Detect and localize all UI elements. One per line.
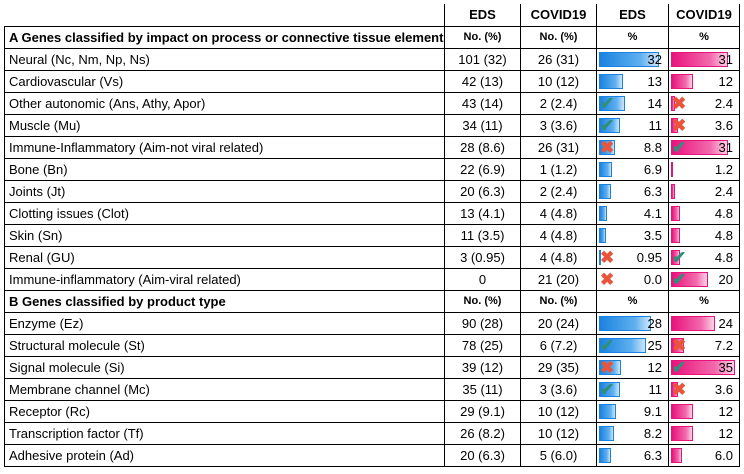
covid-percent-value: 4.8 <box>714 227 733 243</box>
eds-percent-bar-cell <box>597 400 669 422</box>
table-row <box>5 422 740 444</box>
table-row <box>5 158 740 180</box>
covid-count: 2 (2.4) <box>521 92 597 114</box>
eds-percent-value: 6.3 <box>643 447 662 463</box>
row-label: Membrane channel (Mc) <box>5 378 445 400</box>
row-label: Joints (Jt) <box>5 180 445 202</box>
eds-percent-value: 32 <box>647 51 662 67</box>
row-label: Bone (Bn) <box>5 158 445 180</box>
eds-count: 20 (6.3) <box>445 444 521 466</box>
covid-percent-bar-cell <box>669 202 740 224</box>
covid-count: 4 (4.8) <box>521 224 597 246</box>
covid-count: 5 (6.0) <box>521 444 597 466</box>
eds-count: 29 (9.1) <box>445 400 521 422</box>
covid-percent-bar-cell <box>669 92 740 114</box>
checkmark-icon: ✔ <box>672 269 687 289</box>
table-row <box>5 202 740 224</box>
covid-count: 10 (12) <box>521 422 597 444</box>
row-label: Structural molecule (St) <box>5 334 445 356</box>
table-row <box>5 70 740 92</box>
covid-count: 4 (4.8) <box>521 202 597 224</box>
eds-count: 35 (11) <box>445 378 521 400</box>
gene-classification-table <box>4 4 740 467</box>
subheader-covid-pct: % <box>669 26 740 48</box>
table-row <box>5 312 740 334</box>
eds-percent-bar-cell <box>597 158 669 180</box>
covid-percent-value: 31 <box>718 139 733 155</box>
covid-percent-value: 20 <box>718 271 733 287</box>
checkmark-icon: ✔ <box>672 137 687 157</box>
covid-percent-bar-cell <box>669 246 740 268</box>
row-label: Immune-Inflammatory (Aim-not viral related) <box>5 136 445 158</box>
eds-percent-value: 6.9 <box>643 161 662 177</box>
covid-percent-bar <box>671 448 682 463</box>
row-label: Immune-inflammatory (Aim-viral related) <box>5 268 445 290</box>
eds-percent-bar-cell <box>597 422 669 444</box>
section-title: A Genes classified by impact on process or connective tissue element <box>5 26 445 48</box>
covid-count: 10 (12) <box>521 400 597 422</box>
cross-icon: ✖ <box>600 269 615 289</box>
covid-percent-bar-cell <box>669 48 740 70</box>
covid-count: 3 (3.6) <box>521 378 597 400</box>
eds-percent-value: 12 <box>647 359 662 375</box>
covid-count: 3 (3.6) <box>521 114 597 136</box>
eds-count: 28 (8.6) <box>445 136 521 158</box>
covid-percent-value: 4.8 <box>714 205 733 221</box>
covid-percent-bar-cell <box>669 378 740 400</box>
table-row <box>5 334 740 356</box>
subheader-covid-count: No. (%) <box>521 290 597 312</box>
table-row <box>5 224 740 246</box>
table-row <box>5 356 740 378</box>
eds-percent-bar <box>599 184 611 199</box>
eds-percent-bar-cell <box>597 48 669 70</box>
subheader-eds-count: No. (%) <box>445 26 521 48</box>
cross-icon: ✖ <box>672 335 687 355</box>
covid-percent-bar-cell <box>669 422 740 444</box>
eds-percent-bar <box>599 162 612 177</box>
eds-percent-bar <box>599 448 611 463</box>
eds-percent-value: 14 <box>647 95 662 111</box>
eds-count: 101 (32) <box>445 48 521 70</box>
covid-percent-value: 2.4 <box>714 183 733 199</box>
subheader-eds-pct: % <box>597 290 669 312</box>
covid-count: 10 (12) <box>521 70 597 92</box>
covid-percent-bar-cell <box>669 70 740 92</box>
covid-count: 26 (31) <box>521 48 597 70</box>
covid-percent-value: 3.6 <box>714 117 733 133</box>
table-row <box>5 48 740 70</box>
table-row <box>5 246 740 268</box>
covid-percent-bar-cell <box>669 444 740 466</box>
eds-percent-value: 25 <box>647 337 662 353</box>
eds-count: 43 (14) <box>445 92 521 114</box>
cross-icon: ✖ <box>600 357 615 377</box>
row-label: Receptor (Rc) <box>5 400 445 422</box>
eds-percent-bar-cell <box>597 92 669 114</box>
covid-percent-bar-cell <box>669 312 740 334</box>
eds-percent-bar <box>599 206 607 221</box>
covid-count: 6 (7.2) <box>521 334 597 356</box>
covid-percent-bar-cell <box>669 114 740 136</box>
eds-percent-bar-cell <box>597 312 669 334</box>
subheader-eds-count: No. (%) <box>445 290 521 312</box>
covid-percent-value: 24 <box>718 315 733 331</box>
covid-count: 26 (31) <box>521 136 597 158</box>
header-eds-count: EDS <box>445 4 521 26</box>
eds-percent-bar-cell <box>597 268 669 290</box>
eds-percent-bar-cell <box>597 246 669 268</box>
eds-percent-value: 11 <box>648 117 662 133</box>
section-header-row <box>5 290 740 312</box>
cross-icon: ✖ <box>672 379 687 399</box>
row-label: Neural (Nc, Nm, Np, Ns) <box>5 48 445 70</box>
covid-percent-value: 12 <box>718 403 733 419</box>
row-label: Transcription factor (Tf) <box>5 422 445 444</box>
covid-percent-value: 1.2 <box>714 161 733 177</box>
table-row <box>5 444 740 466</box>
covid-count: 20 (24) <box>521 312 597 334</box>
eds-percent-value: 6.3 <box>643 183 662 199</box>
eds-percent-value: 9.1 <box>643 403 662 419</box>
eds-count: 3 (0.95) <box>445 246 521 268</box>
eds-count: 42 (13) <box>445 70 521 92</box>
header-covid-pct: COVID19 <box>669 4 740 26</box>
row-label: Renal (GU) <box>5 246 445 268</box>
section-title: B Genes classified by product type <box>5 290 445 312</box>
table-row <box>5 180 740 202</box>
header-covid-count: COVID19 <box>521 4 597 26</box>
covid-percent-value: 3.6 <box>714 381 733 397</box>
eds-count: 0 <box>445 268 521 290</box>
eds-percent-bar <box>599 228 606 243</box>
subheader-eds-pct: % <box>597 26 669 48</box>
eds-percent-bar-cell <box>597 444 669 466</box>
covid-percent-value: 31 <box>718 51 733 67</box>
covid-percent-value: 35 <box>718 359 733 375</box>
eds-percent-bar-cell <box>597 136 669 158</box>
covid-percent-value: 12 <box>718 73 733 89</box>
row-label: Cardiovascular (Vs) <box>5 70 445 92</box>
table-row <box>5 378 740 400</box>
covid-percent-value: 4.8 <box>714 249 733 265</box>
eds-count: 13 (4.1) <box>445 202 521 224</box>
covid-percent-bar-cell <box>669 356 740 378</box>
table-row <box>5 268 740 290</box>
eds-percent-value: 8.2 <box>643 425 662 441</box>
eds-percent-value: 0.95 <box>636 249 662 265</box>
subheader-covid-count: No. (%) <box>521 26 597 48</box>
cross-icon: ✖ <box>600 247 615 267</box>
eds-percent-bar-cell <box>597 114 669 136</box>
eds-percent-bar-cell <box>597 334 669 356</box>
row-label: Skin (Sn) <box>5 224 445 246</box>
eds-percent-bar-cell <box>597 202 669 224</box>
covid-percent-value: 6.0 <box>714 447 733 463</box>
eds-count: 26 (8.2) <box>445 422 521 444</box>
eds-percent-value: 13 <box>647 73 662 89</box>
covid-count: 4 (4.8) <box>521 246 597 268</box>
row-label: Muscle (Mu) <box>5 114 445 136</box>
checkmark-icon: ✔ <box>600 379 615 399</box>
covid-percent-bar <box>671 228 680 243</box>
eds-percent-bar-cell <box>597 224 669 246</box>
covid-count: 21 (20) <box>521 268 597 290</box>
covid-percent-bar <box>671 162 673 177</box>
table-row <box>5 136 740 158</box>
cross-icon: ✖ <box>672 93 687 113</box>
covid-percent-value: 7.2 <box>714 337 733 353</box>
header-row <box>5 4 740 26</box>
cross-icon: ✖ <box>672 115 687 135</box>
covid-percent-bar-cell <box>669 158 740 180</box>
eds-percent-value: 8.8 <box>643 139 662 155</box>
covid-percent-value: 2.4 <box>714 95 733 111</box>
covid-percent-bar <box>671 206 680 221</box>
covid-count: 29 (35) <box>521 356 597 378</box>
eds-percent-value: 4.1 <box>643 205 662 221</box>
covid-percent-bar-cell <box>669 268 740 290</box>
table-row <box>5 114 740 136</box>
covid-percent-bar-cell <box>669 180 740 202</box>
row-label: Signal molecule (Si) <box>5 356 445 378</box>
eds-count: 22 (6.9) <box>445 158 521 180</box>
eds-percent-value: 0.0 <box>643 271 662 287</box>
row-label: Other autonomic (Ans, Athy, Apor) <box>5 92 445 114</box>
checkmark-icon: ✔ <box>600 335 615 355</box>
table-row <box>5 92 740 114</box>
eds-percent-bar-cell <box>597 378 669 400</box>
eds-count: 34 (11) <box>445 114 521 136</box>
eds-percent-value: 28 <box>647 315 662 331</box>
checkmark-icon: ✔ <box>672 247 687 267</box>
eds-count: 20 (6.3) <box>445 180 521 202</box>
subheader-covid-pct: % <box>669 290 740 312</box>
cross-icon: ✖ <box>600 137 615 157</box>
eds-percent-value: 11 <box>648 381 662 397</box>
covid-percent-bar-cell <box>669 334 740 356</box>
row-label: Adhesive protein (Ad) <box>5 444 445 466</box>
checkmark-icon: ✔ <box>672 357 687 377</box>
checkmark-icon: ✔ <box>600 115 615 135</box>
eds-percent-value: 3.5 <box>643 227 662 243</box>
covid-count: 2 (2.4) <box>521 180 597 202</box>
row-label: Enzyme (Ez) <box>5 312 445 334</box>
eds-percent-bar-cell <box>597 356 669 378</box>
covid-percent-bar <box>671 184 675 199</box>
eds-count: 11 (3.5) <box>445 224 521 246</box>
eds-count: 39 (12) <box>445 356 521 378</box>
covid-count: 1 (1.2) <box>521 158 597 180</box>
covid-percent-bar-cell <box>669 400 740 422</box>
covid-percent-value: 12 <box>718 425 733 441</box>
covid-percent-bar-cell <box>669 136 740 158</box>
section-header-row <box>5 26 740 48</box>
table-row <box>5 400 740 422</box>
eds-percent-bar-cell <box>597 180 669 202</box>
eds-count: 78 (25) <box>445 334 521 356</box>
checkmark-icon: ✔ <box>600 93 615 113</box>
covid-percent-bar-cell <box>669 224 740 246</box>
eds-count: 90 (28) <box>445 312 521 334</box>
header-eds-pct: EDS <box>597 4 669 26</box>
row-label: Clotting issues (Clot) <box>5 202 445 224</box>
header-blank-cell <box>5 4 445 26</box>
eds-percent-bar-cell <box>597 70 669 92</box>
